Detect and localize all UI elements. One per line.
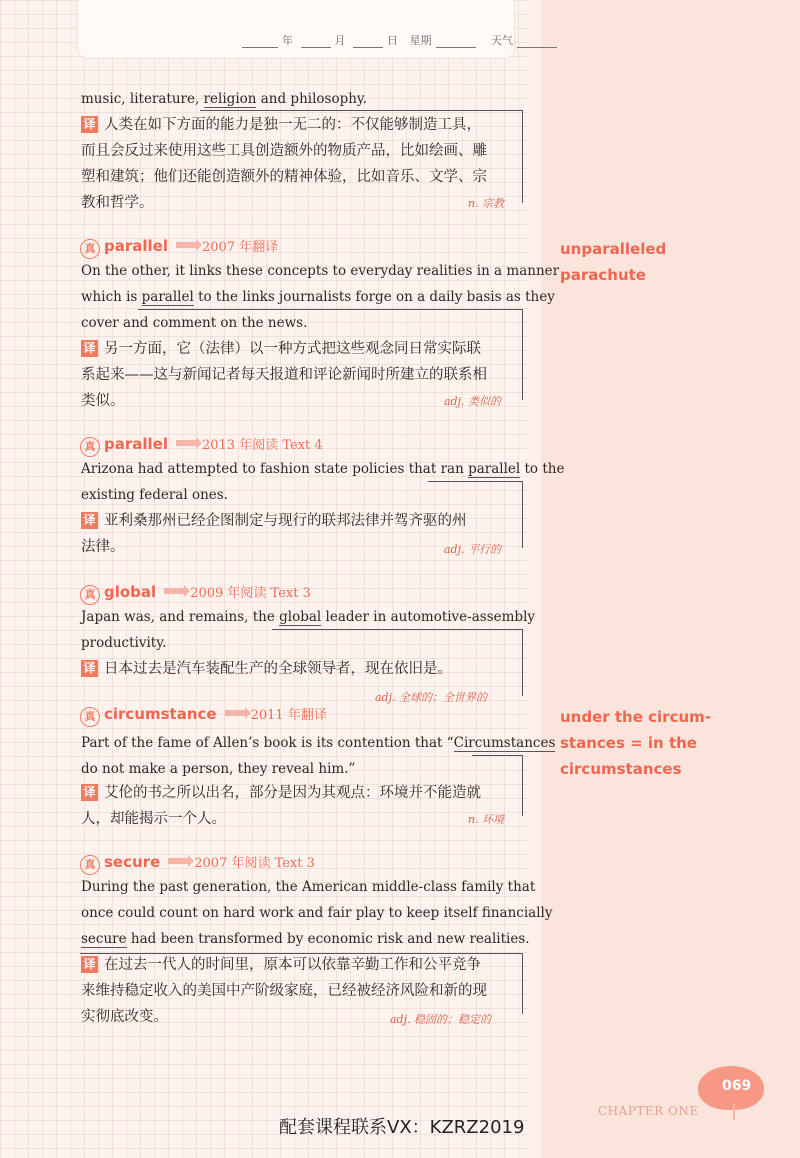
translate-tag: 译 <box>81 116 98 133</box>
arrow-icon <box>164 588 184 594</box>
translation-line: 教和哲学。 <box>81 195 154 211</box>
entry-header <box>80 236 278 258</box>
source-label: 2009 年阅读 Text 3 <box>190 586 311 601</box>
exam-badge: 真 <box>80 437 100 457</box>
translation-line: 译 艾伦的书之所以出名，部分是因为其观点：环境并不能造就 <box>81 780 481 806</box>
example-sentence: once could count on hard work and fair play to keep itself financially <box>81 905 553 921</box>
translation-line: 译 日本过去是汽车装配生产的全球领导者，现在依旧是。 <box>81 656 452 682</box>
source-label: 2011 年翻译 <box>250 708 327 723</box>
weekday-label: 星期 <box>409 34 432 47</box>
translation-line: 系起来——这与新闻记者每天报道和评论新闻时所建立的联系相 <box>81 367 487 383</box>
translate-tag: 译 <box>81 784 98 801</box>
chapter-label: CHAPTER ONE <box>598 1104 699 1118</box>
example-sentence: existing federal ones. <box>81 487 228 503</box>
month-label: 月 <box>334 34 346 47</box>
arrow-icon <box>176 242 196 248</box>
example-sentence: which is parallel to the links journalists forge on a daily basis as they <box>81 289 555 305</box>
translation-line: 译 人类在如下方面的能力是独一无二的：不仅能够制造工具， <box>81 112 481 138</box>
headword: secure <box>104 853 161 871</box>
side-note: parachute <box>560 266 646 284</box>
example-sentence: productivity. <box>81 635 167 651</box>
gloss-label: adj. 类似的 <box>444 395 502 408</box>
gloss-label: adj. 平行的 <box>444 543 502 556</box>
headword: parallel <box>104 237 168 255</box>
keyword-underline: parallel <box>141 289 194 305</box>
gloss-label: adj. 全球的；全世界的 <box>375 691 488 704</box>
date-header <box>78 0 514 58</box>
example-sentence: music, literature, religion and philosophy. <box>81 91 368 107</box>
translation-line: 而且会反过来使用这些工具创造额外的物质产品，比如绘画、雕 <box>81 143 487 159</box>
entry-header <box>80 582 311 604</box>
entry-header <box>80 704 327 726</box>
example-sentence: On the other, it links these concepts to everyday realities in a manner <box>81 263 560 279</box>
side-margin <box>541 0 800 1158</box>
keyword-underline: secure <box>81 931 127 947</box>
day-label: 日 <box>387 34 398 47</box>
arrow-icon <box>225 710 245 716</box>
entry-header <box>80 852 315 874</box>
translation-line: 塑和建筑；他们还能创造额外的精神体验，比如音乐、文学、宗 <box>81 169 487 185</box>
translation-line: 实彻底改变。 <box>81 1009 168 1025</box>
translation-line: 译 另一方面，它（法律）以一种方式把这些观念同日常实际联 <box>81 336 481 362</box>
arrow-icon <box>176 440 196 446</box>
keyword-underline: parallel <box>468 461 521 477</box>
example-sentence: Japan was, and remains, the global leader in automotive-assembly <box>81 609 536 625</box>
example-sentence: Arizona had attempted to fashion state policies that ran parallel to the <box>81 461 565 477</box>
example-sentence: Part of the fame of Allen’s book is its contention that “Circumstances <box>81 735 556 751</box>
leaf-icon <box>733 1104 735 1120</box>
headword: circumstance <box>104 705 217 723</box>
translate-tag: 译 <box>81 340 98 357</box>
example-sentence: During the past generation, the American middle-class family that <box>81 879 536 895</box>
gloss-label: n. 环境 <box>468 813 505 826</box>
keyword-underline: Circumstances <box>453 735 556 751</box>
keyword-underline: religion <box>203 91 257 107</box>
headword: global <box>104 583 157 601</box>
gloss-label: n. 宗教 <box>468 197 505 210</box>
translation-line: 译 亚利桑那州已经企图制定与现行的联邦法律并驾齐驱的州 <box>81 508 467 534</box>
year-label: 年 <box>282 34 293 47</box>
weather-label: 天气 <box>491 34 513 47</box>
side-note: unparalleled <box>560 240 667 258</box>
date-line <box>238 32 561 48</box>
translation-line: 译 在过去一代人的时间里，原本可以依靠辛勤工作和公平竞争 <box>81 952 481 978</box>
translation-line: 类似。 <box>81 393 125 409</box>
keyword-underline: global <box>279 609 322 625</box>
example-sentence: secure had been transformed by economic risk and new realities. <box>81 931 530 947</box>
translate-tag: 译 <box>81 956 98 973</box>
exam-badge: 真 <box>80 239 100 259</box>
footer-contact: 配套课程联系VX：KZRZ2019 <box>279 1117 525 1138</box>
exam-badge: 真 <box>80 707 100 727</box>
side-note: stances = in the <box>560 734 697 752</box>
side-note: under the circum- <box>560 708 711 726</box>
translate-tag: 译 <box>81 512 98 529</box>
translation-line: 法律。 <box>81 539 125 555</box>
source-label: 2007 年翻译 <box>201 240 279 255</box>
source-label: 2007 年阅读 Text 3 <box>194 856 315 871</box>
arrow-icon <box>168 858 188 864</box>
side-note: circumstances <box>560 760 682 778</box>
headword: parallel <box>104 435 168 453</box>
exam-badge: 真 <box>80 585 100 605</box>
example-sentence: cover and comment on the news. <box>81 315 308 331</box>
translation-line: 人，却能揭示一个人。 <box>81 811 226 827</box>
translation-line: 来维持稳定收入的美国中产阶级家庭，已经被经济风险和新的现 <box>81 983 487 999</box>
exam-badge: 真 <box>80 855 100 875</box>
page-number: 069 <box>722 1078 752 1094</box>
entry-header <box>80 434 323 456</box>
example-sentence: do not make a person, they reveal him.” <box>81 761 356 777</box>
translate-tag: 译 <box>81 660 98 677</box>
gloss-label: adj. 稳固的；稳定的 <box>390 1013 492 1026</box>
source-label: 2013 年阅读 Text 4 <box>201 438 323 453</box>
